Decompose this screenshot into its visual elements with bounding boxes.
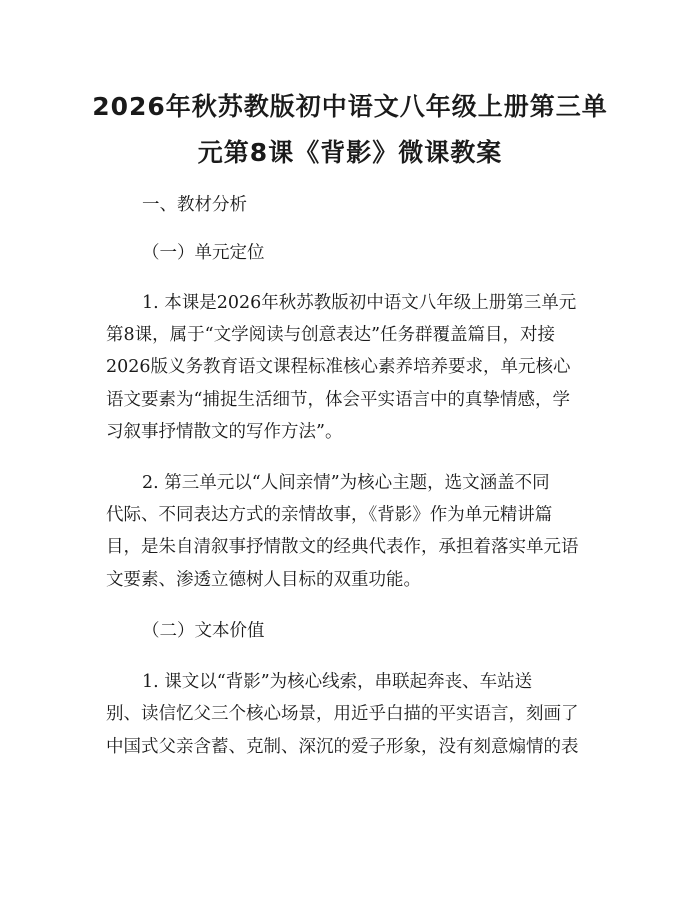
title-line-1: 2026年秋苏教版初中语文八年级上册第三单: [92, 92, 608, 121]
paragraph-1-line-3: 2026版义务教育语文课程标准核心素养培养要求，单元核心: [106, 357, 571, 377]
paragraph-2-line-3: 目，是朱自清叙事抒情散文的经典代表作，承担着落实单元语: [106, 537, 579, 557]
document-title: [80, 84, 620, 176]
paragraph-3-line-3: 中国式父亲含蓄、克制、深沉的爱子形象，没有刻意煽情的表: [106, 737, 579, 757]
paragraph-1-line-1: 1. 本课是2026年秋苏教版初中语文八年级上册第三单元: [142, 293, 577, 313]
paragraph-2-line-4: 文要素、渗透立德树人目标的双重功能。: [106, 570, 421, 590]
paragraph-2-line-2: 代际、不同表达方式的亲情故事，《背影》作为单元精讲篇: [106, 505, 553, 525]
paragraph-3-line-1: 1. 课文以“背影”为核心线索，串联起奔丧、车站送: [142, 672, 533, 692]
paragraph-3-line-2: 别、读信忆父三个核心场景，用近乎白描的平实语言，刻画了: [106, 704, 579, 724]
subsection-heading-text-value: （二）文本价值: [142, 621, 265, 641]
paragraph-1-line-5: 习叙事抒情散文的写作方法”。: [106, 422, 343, 442]
paragraph-1-line-2: 第8课，属于“文学阅读与创意表达”任务群覆盖篇目，对接: [106, 325, 556, 345]
subsection-heading-unit-position: （一）单元定位: [142, 243, 265, 263]
title-line-2: 元第8课《背影》微课教案: [197, 138, 503, 167]
paragraph-2-line-1: 2. 第三单元以“人间亲情”为核心主题，选文涵盖不同: [142, 473, 550, 493]
paragraph-1-line-4: 语文要素为“捕捉生活细节，体会平实语言中的真挚情感，学: [106, 390, 570, 410]
section-heading-1: 一、教材分析: [142, 195, 247, 215]
